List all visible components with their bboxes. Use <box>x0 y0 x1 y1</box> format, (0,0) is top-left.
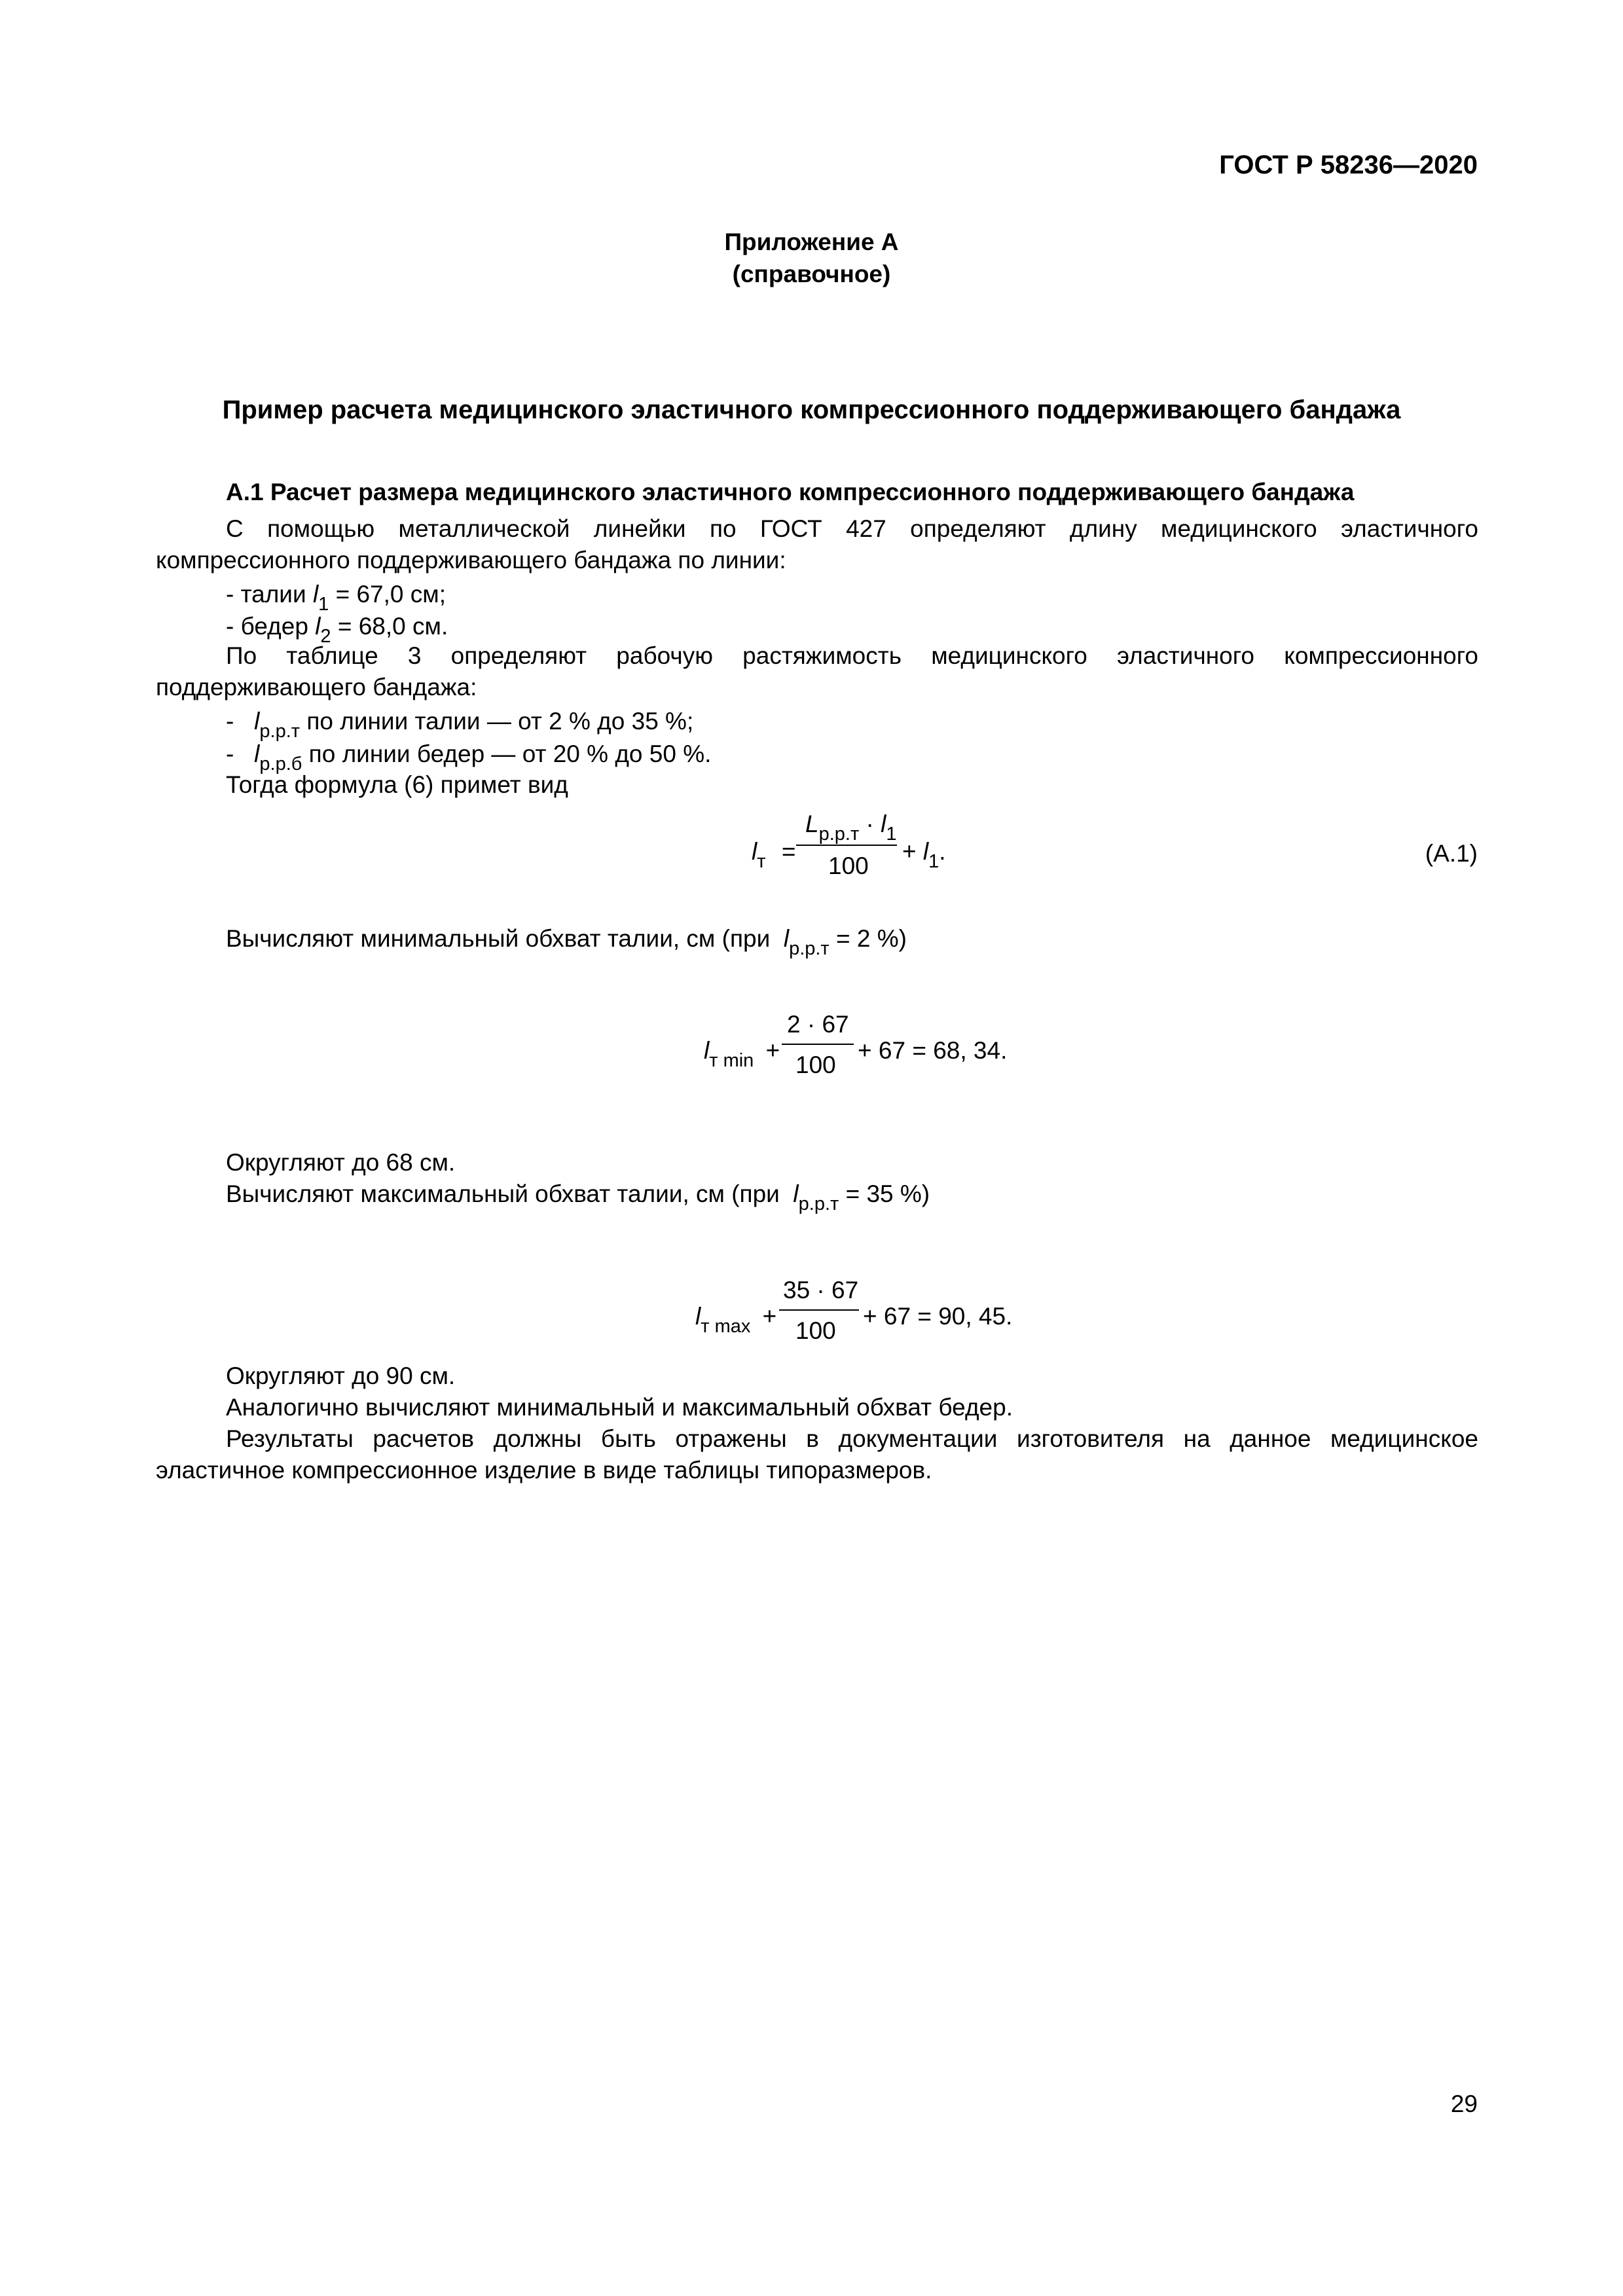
min-intro: Вычисляют минимальный обхват талии, см (при $l_{р.р.т} = 2$ %) <box>226 925 907 959</box>
formula-number: (А.1) <box>1425 840 1478 867</box>
section-heading: А.1 Расчет размера медицинского эластичного компрессионного поддерживающего бандажа <box>226 479 1355 505</box>
fraction-bar <box>782 1044 854 1045</box>
fraction-bar <box>779 1309 859 1311</box>
main-title: Пример расчета медицинского эластичного компрессионного поддерживающего бандажа <box>222 395 1401 424</box>
hips-note: Аналогично вычисляют минимальный и максимальный обхват бедер. <box>226 1394 1013 1421</box>
round-min: Округляют до 68 см. <box>226 1149 456 1176</box>
round-max: Округляют до 90 см. <box>226 1362 456 1389</box>
appendix-title: Приложение А <box>724 228 899 255</box>
list-item-waist-stretch: - $l_{р.р.т}$ по линии талии — от 2 % до 35 %; <box>226 708 694 742</box>
fraction-bar <box>796 845 897 846</box>
max-intro: Вычисляют максимальный обхват талии, см (при $l_{р.р.т} = 35$ %) <box>226 1180 930 1214</box>
standard-header: ГОСТ Р 58236—2020 <box>1219 151 1478 179</box>
formula-intro: Тогда формула (6) примет вид <box>226 771 568 798</box>
paragraph-stretch: По таблице 3 определяют рабочую растяжимость медицинского эластичного компрессионного поддерживающего бандажа: <box>156 642 1478 701</box>
appendix-type: (справочное) <box>732 261 891 287</box>
list-item-hips: - бедер $l_2 = 68,0$ см. <box>226 613 448 647</box>
list-item-waist: - талии $l_1 = 67,0$ см; <box>226 581 446 615</box>
list-item-hips-stretch: - $l_{р.р.б}$ по линии бедер — от 20 % до 50 %. <box>226 740 712 774</box>
paragraph-measure: С помощью металлической линейки по ГОСТ 427 определяют длину медицинского эластичного компрессионного поддерживающего бандажа по линии: <box>156 515 1478 574</box>
page-number: 29 <box>1450 2090 1478 2117</box>
conclusion-paragraph: Результаты расчетов должны быть отражены в документации изготовителя на данное медицинское эластичное компрессионное изделие в виде таблицы типоразмеров. <box>156 1425 1478 1484</box>
